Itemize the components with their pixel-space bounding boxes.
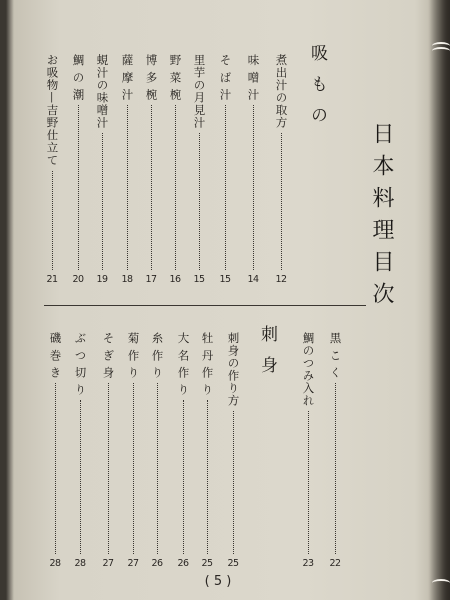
toc-page-number: 25 bbox=[201, 558, 213, 569]
toc-entry: 煮出汁の取方 bbox=[274, 54, 289, 129]
toc-dot-leader bbox=[225, 105, 226, 270]
page-binding-shadow bbox=[428, 0, 450, 600]
toc-page-number: 26 bbox=[177, 558, 189, 569]
toc-page-number: 15 bbox=[193, 274, 205, 285]
page-edge-curl bbox=[432, 579, 450, 587]
section-title-sashimi: 刺身 bbox=[257, 325, 277, 387]
toc-dot-leader bbox=[157, 383, 158, 554]
toc-dot-leader bbox=[52, 171, 53, 270]
toc-entry: 大 名 作 り bbox=[176, 332, 191, 396]
book-title: 日本料理目次 bbox=[369, 122, 394, 314]
toc-dot-leader bbox=[80, 400, 81, 554]
toc-dot-leader bbox=[108, 383, 109, 554]
toc-page-number: 28 bbox=[49, 558, 61, 569]
toc-page-number: 15 bbox=[219, 274, 231, 285]
toc-dot-leader bbox=[127, 105, 128, 270]
toc-dot-leader bbox=[175, 105, 176, 270]
toc-page-number: 28 bbox=[74, 558, 86, 569]
toc-dot-leader bbox=[102, 133, 103, 270]
toc-dot-leader bbox=[281, 133, 282, 270]
toc-dot-leader bbox=[233, 411, 234, 554]
toc-page-number: 18 bbox=[121, 274, 133, 285]
toc-dot-leader bbox=[308, 411, 309, 554]
toc-dot-leader bbox=[78, 105, 79, 270]
toc-entry: 蜆汁の味噌汁 bbox=[95, 54, 110, 129]
toc-entry: 野 菜 椀 bbox=[168, 54, 183, 101]
toc-dot-leader bbox=[151, 105, 152, 270]
toc-dot-leader bbox=[133, 383, 134, 554]
toc-entry: 味 噌 汁 bbox=[246, 54, 261, 101]
toc-dot-leader bbox=[253, 105, 254, 270]
toc-page-number: 14 bbox=[247, 274, 259, 285]
toc-page-number: 27 bbox=[102, 558, 114, 569]
toc-dot-leader bbox=[55, 383, 56, 554]
page-edge-curl bbox=[432, 47, 450, 55]
toc-page-number: 16 bbox=[169, 274, 181, 285]
toc-page-number: 17 bbox=[145, 274, 157, 285]
toc-page-number: 23 bbox=[302, 558, 314, 569]
toc-entry: そ ぎ 身 bbox=[101, 332, 116, 379]
toc-dot-leader bbox=[183, 400, 184, 554]
toc-page-number: 26 bbox=[151, 558, 163, 569]
toc-page-number: 22 bbox=[329, 558, 341, 569]
toc-entry: お吸物—吉野仕立て bbox=[45, 54, 60, 167]
toc-entry: 黒 こ く bbox=[328, 332, 343, 379]
toc-entry: そ ば 汁 bbox=[218, 54, 233, 101]
toc-entry: 刺身の作り方 bbox=[226, 332, 241, 407]
toc-dot-leader bbox=[199, 133, 200, 270]
toc-dot-leader bbox=[335, 383, 336, 554]
toc-entry: 磯 巻 き bbox=[48, 332, 63, 379]
toc-entry: ぶ つ 切 り bbox=[73, 332, 88, 396]
toc-entry: 糸 作 り bbox=[150, 332, 165, 379]
toc-entry: 薩 摩 汁 bbox=[120, 54, 135, 101]
toc-entry: 里芋の月見汁 bbox=[192, 54, 207, 129]
toc-entry: 鯛 の 潮 bbox=[71, 54, 86, 101]
section-title-suimono: 吸もの bbox=[307, 44, 327, 137]
toc-page-number: 20 bbox=[72, 274, 84, 285]
toc-page-number: 21 bbox=[46, 274, 58, 285]
toc-entry: 鯛のつみ入れ bbox=[301, 332, 316, 407]
toc-entry: 博 多 椀 bbox=[144, 54, 159, 101]
toc-entry: 牡 丹 作 り bbox=[200, 332, 215, 396]
section-divider bbox=[44, 305, 366, 306]
toc-page-number: 27 bbox=[127, 558, 139, 569]
page-number: ( 5 ) bbox=[204, 574, 232, 589]
toc-page-number: 12 bbox=[275, 274, 287, 285]
toc-dot-leader bbox=[207, 400, 208, 554]
toc-entry: 菊 作 り bbox=[126, 332, 141, 379]
toc-page-number: 19 bbox=[96, 274, 108, 285]
toc-page-number: 25 bbox=[227, 558, 239, 569]
